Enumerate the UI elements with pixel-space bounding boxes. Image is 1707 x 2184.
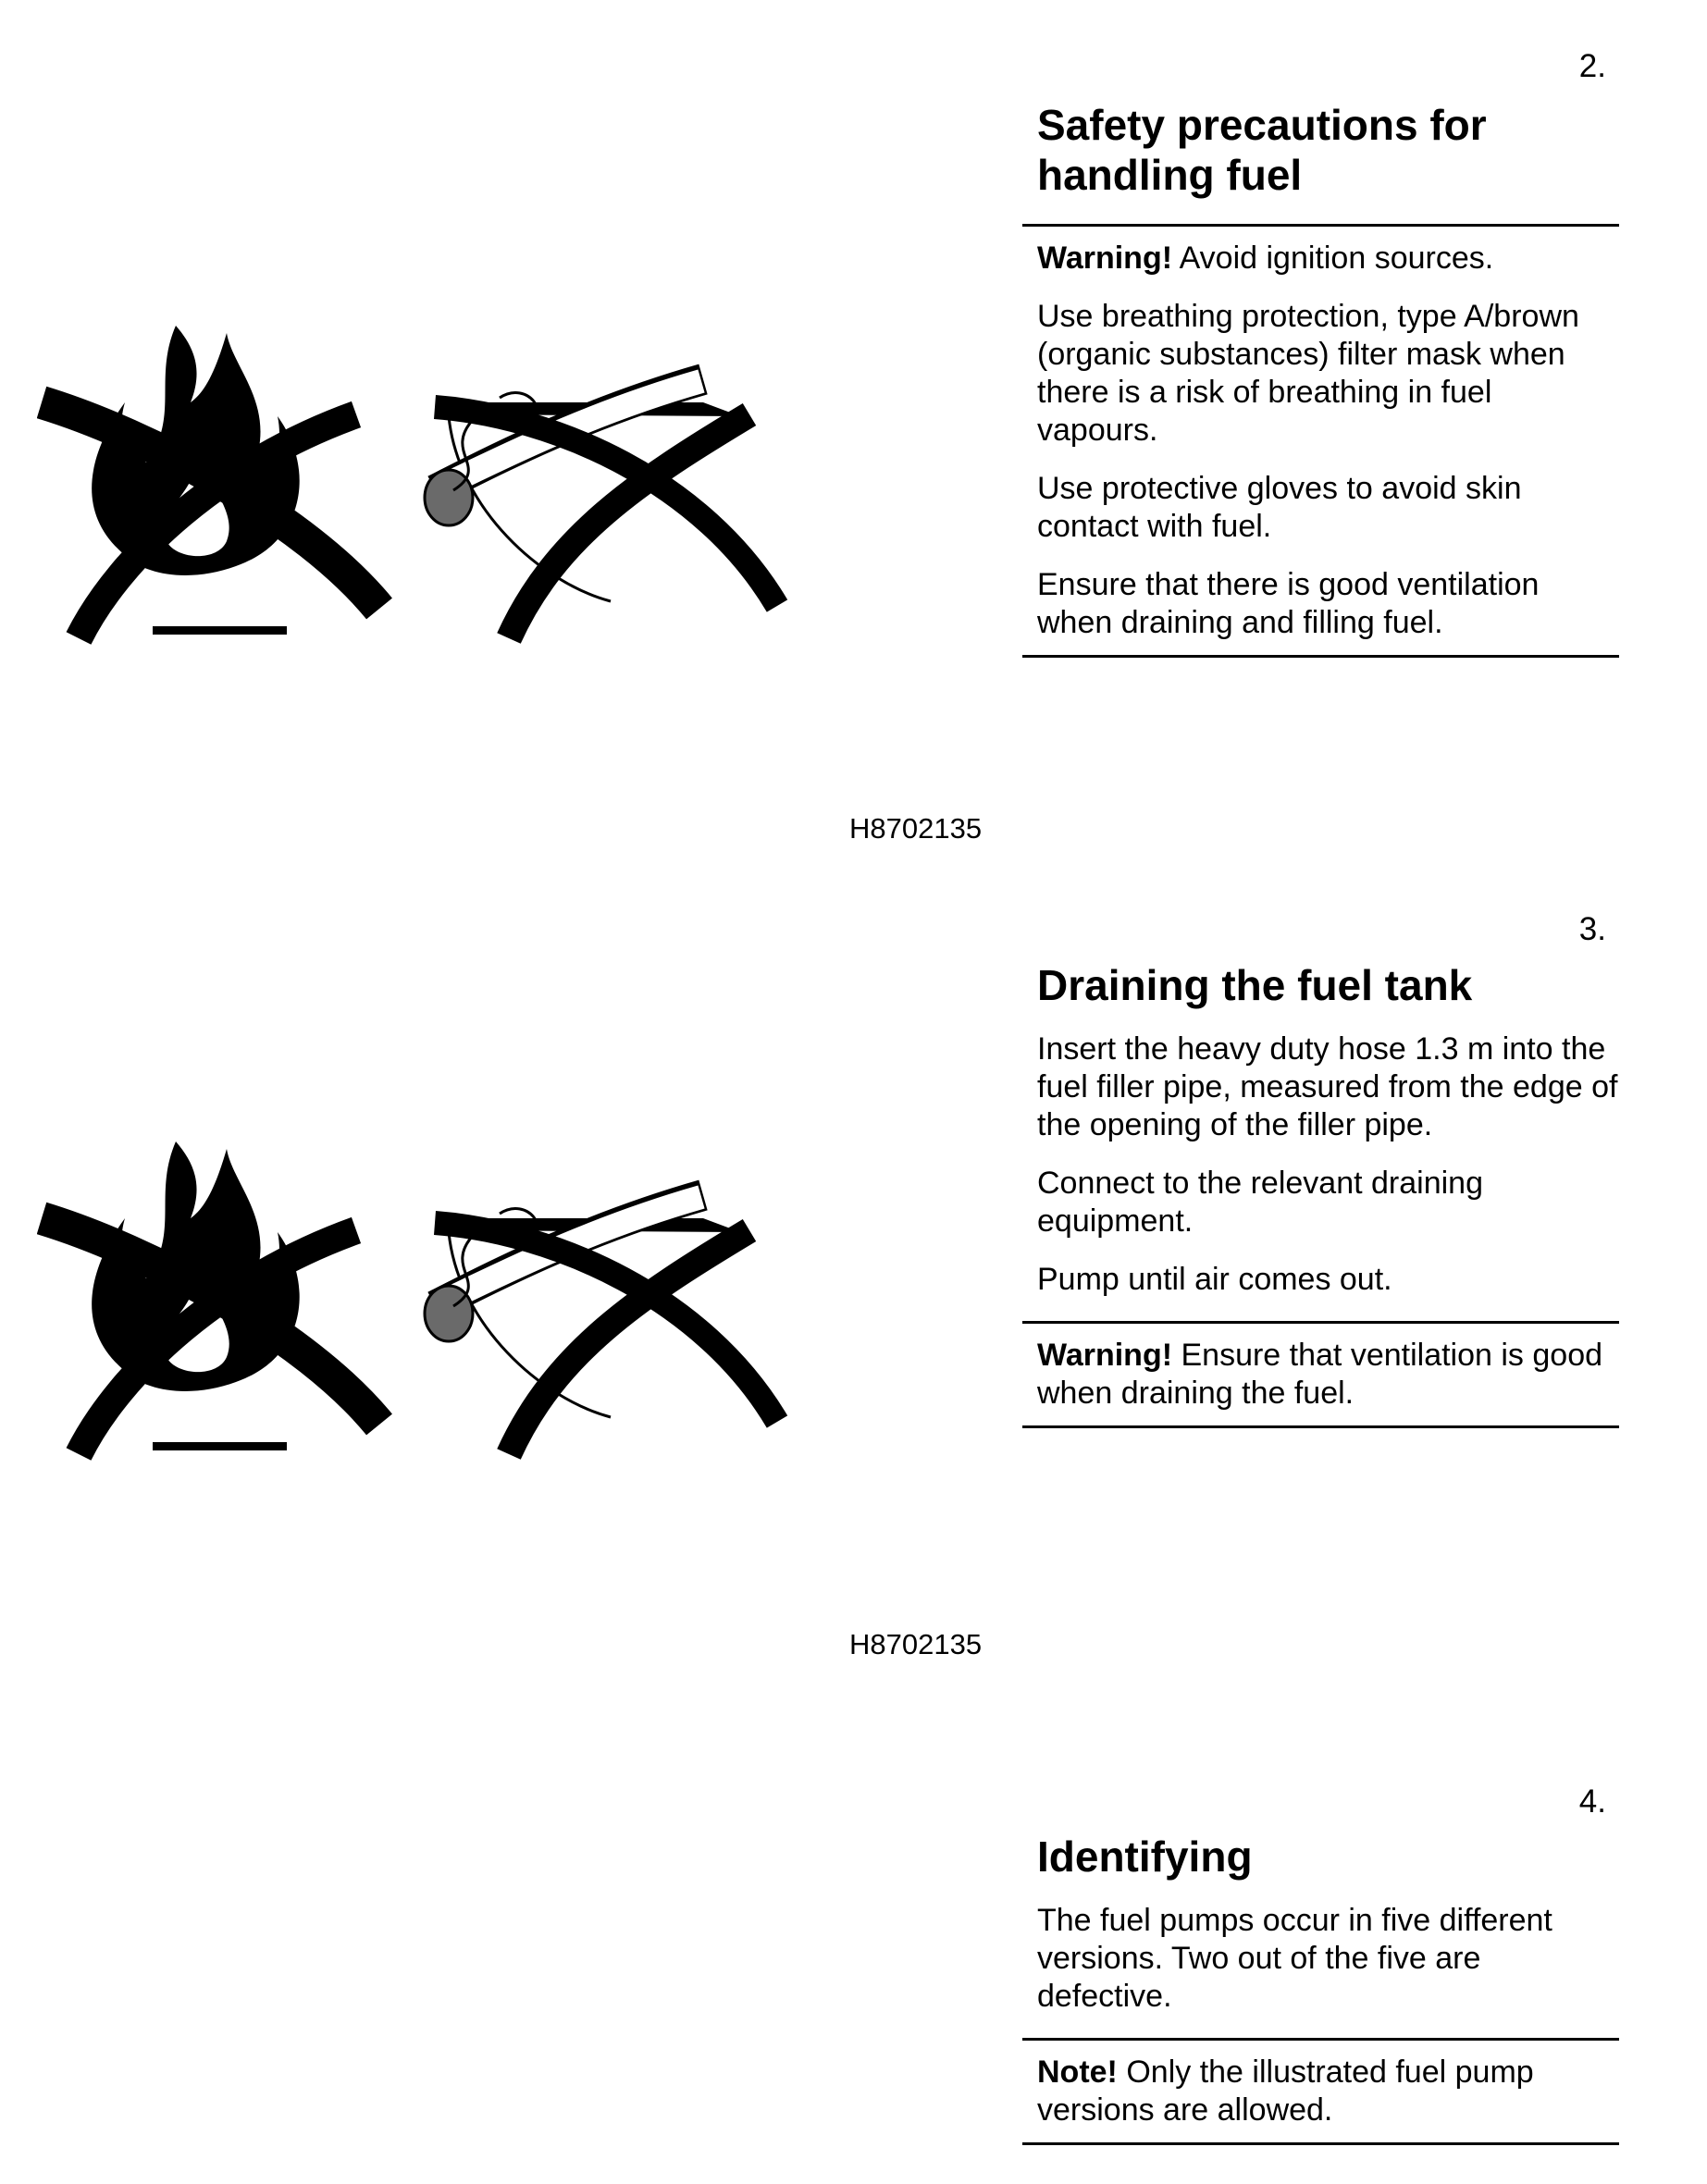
body-paragraph: Connect to the relevant draining equipment. <box>1037 1166 1483 1239</box>
note-box <box>1022 2041 1619 2142</box>
figure-code: H8702135 <box>849 812 983 845</box>
step-number: 3. <box>1578 911 1606 947</box>
body-paragraph: Ensure that there is good ventilation when draining and filling fuel. <box>1037 567 1540 640</box>
no-open-flame-icon <box>42 1141 379 1454</box>
note-paragraph <box>1037 2054 1619 2129</box>
description <box>1022 1902 1619 2016</box>
no-open-flame-icon <box>42 326 379 638</box>
prohibition-symbols <box>37 1130 796 1463</box>
body-paragraph: Use protective gloves to avoid skin contact with fuel. <box>1037 471 1522 544</box>
divider <box>1022 1425 1619 1428</box>
body-paragraph: Pump until air comes out. <box>1037 1262 1392 1297</box>
prohibition-symbols <box>37 315 796 648</box>
step-number: 2. <box>1578 48 1606 84</box>
body-paragraph: Use breathing protection, type A/brown (organic substances) filter mask when there is a risk of breathing in fuel vapours. <box>1037 299 1579 448</box>
divider <box>1022 2142 1619 2145</box>
note-label: Note! <box>1037 2054 1118 2090</box>
text-column <box>1022 100 1619 658</box>
step-number: 4. <box>1578 1783 1606 1820</box>
warning-label: Warning! <box>1037 1338 1173 1373</box>
warning-box <box>1022 227 1619 655</box>
warning-paragraph <box>1037 1337 1619 1413</box>
warning-paragraph <box>1037 240 1619 278</box>
section-title: Identifying <box>1037 1832 1253 1881</box>
text-column <box>1022 960 1619 1428</box>
figure-code: H8702135 <box>849 1628 983 1660</box>
title-line: Safety precautions for <box>1037 101 1487 149</box>
divider <box>1022 655 1619 658</box>
no-smoking-icon <box>425 379 777 638</box>
warning-text: Ensure that ventilation is good when draining the fuel. <box>1037 1338 1603 1411</box>
section-title: Draining the fuel tank <box>1037 961 1473 1009</box>
warning-text: Avoid ignition sources. <box>1172 241 1494 276</box>
instructions <box>1022 1030 1619 1299</box>
no-flame-no-smoking-illustration <box>37 1130 796 1463</box>
warning-label: Warning! <box>1037 241 1173 276</box>
note-text: Only the illustrated fuel pump versions are allowed. <box>1037 2054 1534 2128</box>
text-column <box>1022 1832 1619 2145</box>
warning-box <box>1022 1324 1619 1425</box>
title-line: handling fuel <box>1037 151 1303 199</box>
body-paragraph: Insert the heavy duty hose 1.3 m into the fuel filler pipe, measured from the edge of the opening of the filler pipe. <box>1037 1031 1618 1142</box>
no-smoking-icon <box>425 1195 777 1454</box>
section-title <box>1037 100 1619 200</box>
no-flame-no-smoking-illustration <box>37 315 796 648</box>
body-paragraph: The fuel pumps occur in five different versions. Two out of the five are defective. <box>1037 1903 1552 2014</box>
